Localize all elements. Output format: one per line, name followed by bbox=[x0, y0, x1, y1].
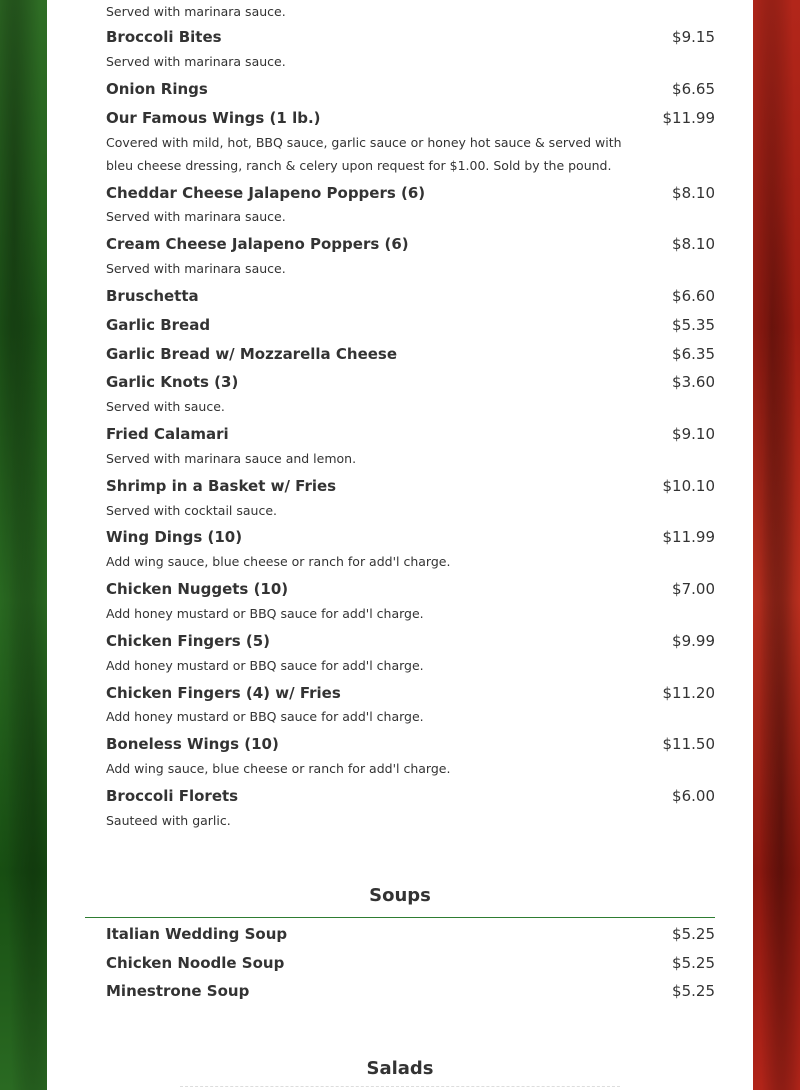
item-price: $11.99 bbox=[662, 109, 715, 127]
item-name: Cheddar Cheese Jalapeno Poppers (6) bbox=[106, 184, 426, 202]
item-price: $11.50 bbox=[662, 735, 715, 753]
item-name: Garlic Bread w/ Mozzarella Cheese bbox=[106, 345, 398, 363]
item-name: Cream Cheese Jalapeno Poppers (6) bbox=[106, 235, 409, 253]
item-name: Chicken Fingers (5) bbox=[106, 632, 271, 650]
item-price: $5.25 bbox=[672, 982, 715, 1000]
section-divider-faint bbox=[180, 1086, 620, 1087]
item-price: $8.10 bbox=[672, 184, 715, 202]
item-description: Add wing sauce, blue cheese or ranch for add'l charge. bbox=[106, 554, 451, 569]
item-description: Served with marinara sauce. bbox=[106, 54, 286, 69]
item-price: $10.10 bbox=[662, 477, 715, 495]
item-name: Broccoli Bites bbox=[106, 28, 222, 46]
item-name: Shrimp in a Basket w/ Fries bbox=[106, 477, 337, 495]
item-description: Add honey mustard or BBQ sauce for add'l charge. bbox=[106, 606, 424, 621]
item-name: Minestrone Soup bbox=[106, 982, 250, 1000]
item-name: Our Famous Wings (1 lb.) bbox=[106, 109, 321, 127]
item-description: Served with marinara sauce. bbox=[106, 4, 286, 19]
item-description: Served with sauce. bbox=[106, 399, 225, 414]
item-price: $3.60 bbox=[672, 373, 715, 391]
item-price: $5.25 bbox=[672, 925, 715, 943]
item-price: $6.65 bbox=[672, 80, 715, 98]
item-description: Sauteed with garlic. bbox=[106, 813, 231, 828]
item-price: $5.35 bbox=[672, 316, 715, 334]
item-price: $9.15 bbox=[672, 28, 715, 46]
item-name: Broccoli Florets bbox=[106, 787, 239, 805]
item-name: Chicken Fingers (4) w/ Fries bbox=[106, 684, 341, 702]
section-title-soups: Soups bbox=[369, 885, 431, 906]
item-price: $9.10 bbox=[672, 425, 715, 443]
item-name: Italian Wedding Soup bbox=[106, 925, 288, 943]
item-price: $9.99 bbox=[672, 632, 715, 650]
section-divider bbox=[85, 917, 715, 918]
item-price: $11.99 bbox=[662, 528, 715, 546]
item-price: $6.60 bbox=[672, 287, 715, 305]
item-name: Chicken Nuggets (10) bbox=[106, 580, 289, 598]
item-price: $8.10 bbox=[672, 235, 715, 253]
item-description: Served with marinara sauce. bbox=[106, 261, 286, 276]
item-name: Garlic Knots (3) bbox=[106, 373, 239, 391]
item-price: $6.35 bbox=[672, 345, 715, 363]
red-side-border bbox=[753, 0, 800, 1090]
item-description: Served with marinara sauce and lemon. bbox=[106, 451, 357, 466]
section-title-salads: Salads bbox=[366, 1058, 434, 1079]
item-name: Garlic Bread bbox=[106, 316, 211, 334]
item-description: Served with marinara sauce. bbox=[106, 209, 286, 224]
item-price: $11.20 bbox=[662, 684, 715, 702]
item-name: Bruschetta bbox=[106, 287, 199, 305]
item-name: Chicken Noodle Soup bbox=[106, 954, 285, 972]
item-description: Add wing sauce, blue cheese or ranch for add'l charge. bbox=[106, 761, 451, 776]
item-price: $7.00 bbox=[672, 580, 715, 598]
item-name: Wing Dings (10) bbox=[106, 528, 243, 546]
item-price: $5.25 bbox=[672, 954, 715, 972]
item-description: Add honey mustard or BBQ sauce for add'l charge. bbox=[106, 709, 424, 724]
item-name: Fried Calamari bbox=[106, 425, 229, 443]
item-description: Served with cocktail sauce. bbox=[106, 503, 277, 518]
item-description: Covered with mild, hot, BBQ sauce, garlic sauce or honey hot sauce & served with bleu cheese dressing, ranch & celery upon request for $1.00. Sold by the pound. bbox=[106, 135, 622, 173]
green-side-border bbox=[0, 0, 47, 1090]
item-description: Add honey mustard or BBQ sauce for add'l charge. bbox=[106, 658, 424, 673]
item-name: Boneless Wings (10) bbox=[106, 735, 279, 753]
item-name: Onion Rings bbox=[106, 80, 208, 98]
item-price: $6.00 bbox=[672, 787, 715, 805]
